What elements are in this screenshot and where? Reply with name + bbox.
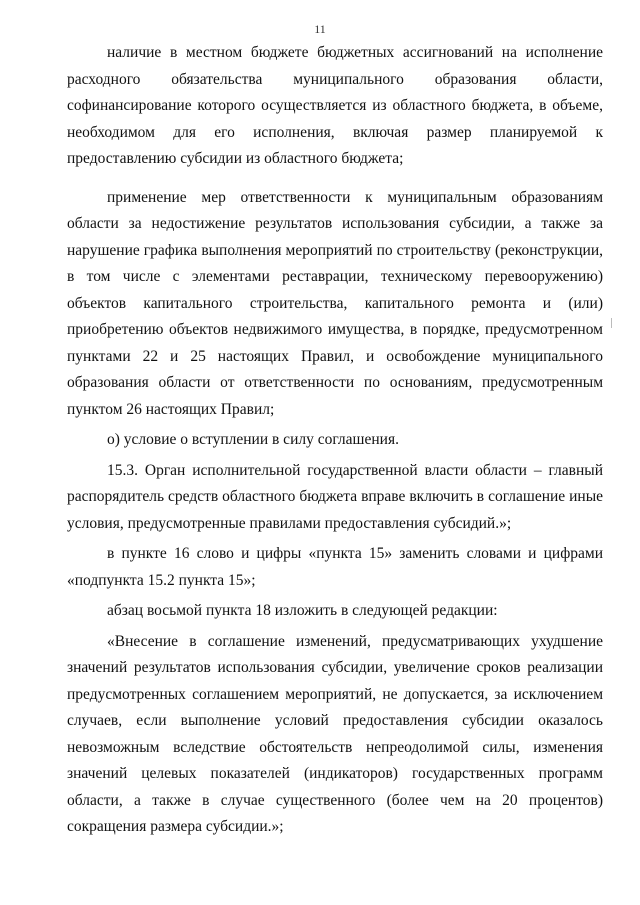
paragraph-budget-allocation: наличие в местном бюджете бюджетных ассигнований на исполнение расходного обязательства муниципального образования области, софинансирование которого осуществляется из областного бюджета, в объеме, необходимом для его исполнения, включая размер планируемой к предоставлению субсидии из областного бюджета; bbox=[67, 44, 603, 167]
page-number: 11 bbox=[314, 22, 326, 36]
document-body bbox=[67, 40, 603, 841]
paragraph-clause-16-amendment: в пункте 16 слово и цифры «пункта 15» заменить словами и цифрами «подпункта 15.2 пункта 15»; bbox=[67, 545, 603, 589]
paragraph-clause-18-text: «Внесение в соглашение изменений, предусматривающих ухудшение значений результатов использования субсидии, увеличение сроков реализации предусмотренных соглашением мероприятий, не допускается, за исключением случаев, если выполнение условий предоставления субсидии оказалось невозможным вследствие обстоятельств непреодолимой силы, изменения значений целевых показателей (индикаторов) государственных программ области, а также в случае существенного (более чем на 20 процентов) сокращения размера субсидии.»; bbox=[67, 632, 603, 835]
paragraph-agreement-entry: о) условие о вступлении в силу соглашения. bbox=[107, 431, 399, 448]
paragraph-clause-15-3: 15.3. Орган исполнительной государственной власти области – главный распорядитель средств областного бюджета вправе включить в соглашение иные условия, предусмотренные правилами предоставления субсидий.»; bbox=[67, 461, 603, 532]
paragraph-clause-18-intro: абзац восьмой пункта 18 изложить в следующей редакции: bbox=[107, 602, 498, 619]
scan-artifact-mark bbox=[611, 318, 612, 328]
paragraph-responsibility-measures: применение мер ответственности к муниципальным образованиям области за недостижение результатов использования субсидии, а также за нарушение графика выполнения мероприятий по строительству (реконструкции, в том числе с элементами реставрации, техническому перевооружению) объектов капитального строительства, капитального ремонта и (или) приобретению объектов недвижимого имущества, в порядке, предусмотренном пунктами 22 и 25 настоящих Правил, и освобождение муниципального образования области от ответственности по основаниям, предусмотренным пунктом 26 настоящих Правил; bbox=[67, 188, 603, 418]
